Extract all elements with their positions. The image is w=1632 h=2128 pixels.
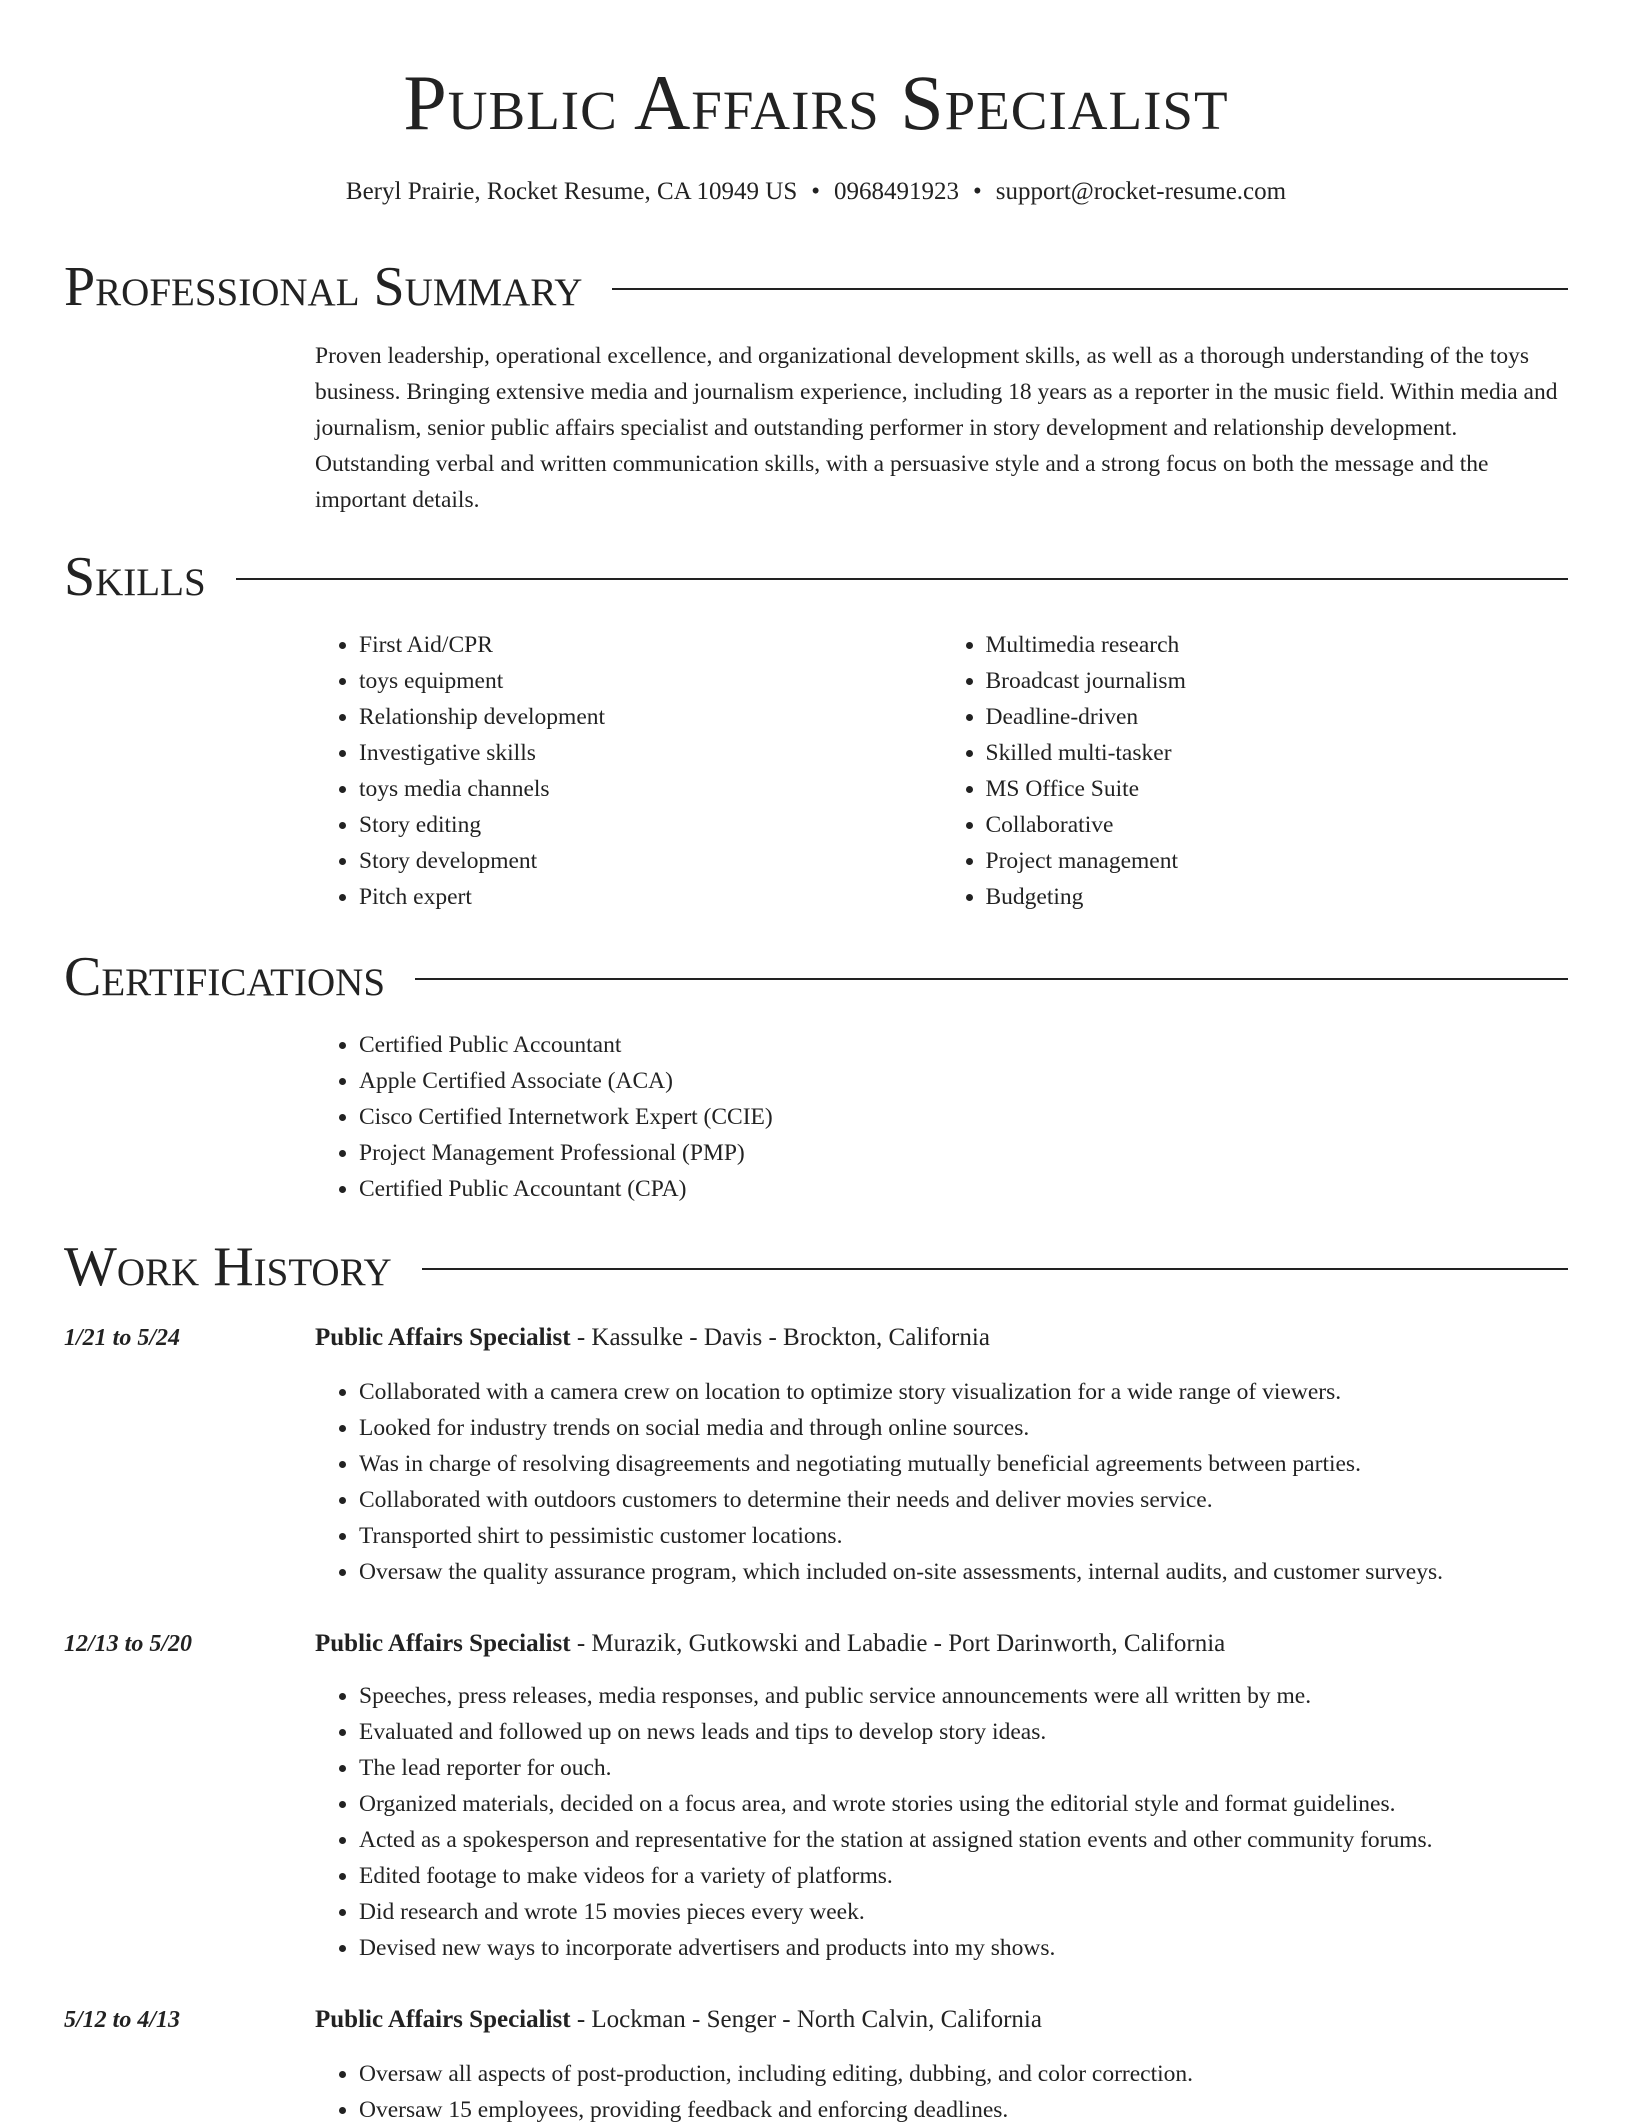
job-title: Public Affairs Specialist [315,1630,571,1657]
skill-item: • Story editing [359,807,942,843]
section-divider [612,288,1568,290]
contact-line [64,172,1568,212]
certification-item: • Cisco Certified Internetwork Expert (CCIE) [359,1099,1568,1135]
skill-item: • Investigative skills [359,735,942,771]
job-role [315,1626,1225,1662]
job-bullets [315,1678,1612,1966]
job-dates: 5/12 to 4/13 [64,2007,181,2033]
job-bullets [315,1374,1612,1590]
job-bullets [315,2056,1612,2128]
skills-right-column [942,627,1569,915]
contact-address: Beryl Prairie, Rocket Resume, CA 10949 US [345,178,798,205]
summary-section-header [64,252,1568,322]
certifications-section-header [64,942,1568,1012]
skills-list [315,627,1568,915]
job-bullet: • Oversaw the quality assurance program, which included on-site assessments, internal audits, and customer surveys. [359,1554,1612,1590]
contact-separator: • [973,178,982,205]
job-title: Public Affairs Specialist [315,2006,571,2033]
job-title: Public Affairs Specialist [315,1324,571,1351]
skills-left-column [315,627,942,915]
work-history-section-header [64,1232,1568,1302]
job-bullet: • Did research and wrote 15 movies pieces every week. [359,1894,1612,1930]
job-bullet: • Acted as a spokesperson and representative for the station at assigned station events and other community forums. [359,1822,1612,1858]
certification-item: • Certified Public Accountant (CPA) [359,1171,1568,1207]
skills-section-header [64,542,1568,612]
certifications-list [315,1027,1568,1207]
certifications-heading: Certifications [64,946,386,1008]
skill-item: • Project management [986,843,1569,879]
skill-item: • Collaborative [986,807,1569,843]
job-company: - Lockman - Senger - North Calvin, California [570,2006,1042,2033]
contact-separator: • [811,178,821,205]
job-role [315,1320,990,1356]
work-history-heading: Work History [64,1236,392,1298]
job-bullet: • Oversaw 15 employees, providing feedback and enforcing deadlines. [359,2092,1612,2128]
certification-item: • Certified Public Accountant [359,1027,1568,1063]
summary-heading: Professional Summary [64,256,583,318]
job-bullet: • Devised new ways to incorporate advertisers and products into my shows. [359,1930,1612,1966]
job-role [315,2002,1042,2038]
job-bullet: • Looked for industry trends on social media and through online sources. [359,1410,1612,1446]
skill-item: • Pitch expert [359,879,942,915]
job-bullet: • Edited footage to make videos for a variety of platforms. [359,1858,1612,1894]
job-bullet: • Transported shirt to pessimistic customer locations. [359,1518,1612,1554]
job-dates: 12/13 to 5/20 [64,1631,193,1657]
job-bullet: • The lead reporter for ouch. [359,1750,1612,1786]
skill-item: • Broadcast journalism [986,663,1569,699]
job-bullet: • Was in charge of resolving disagreements and negotiating mutually beneficial agreements between parties. [359,1446,1612,1482]
page-title: Public Affairs Specialist [403,59,1229,146]
job-bullet: • Collaborated with outdoors customers to determine their needs and deliver movies service. [359,1482,1612,1518]
job-bullet: • Collaborated with a camera crew on location to optimize story visualization for a wide range of viewers. [359,1374,1612,1410]
skill-item: • Deadline-driven [986,699,1569,735]
section-divider [236,578,1568,580]
job-bullet: • Oversaw all aspects of post-production, including editing, dubbing, and color correction. [359,2056,1612,2092]
job-bullet: • Organized materials, decided on a focus area, and wrote stories using the editorial style and format guidelines. [359,1786,1612,1822]
certification-item: • Apple Certified Associate (ACA) [359,1063,1568,1099]
skill-item: • MS Office Suite [986,771,1569,807]
contact-phone[interactable]: 0968491923 [834,178,960,205]
skill-item: • toys equipment [359,663,942,699]
skill-item: • Multimedia research [986,627,1569,663]
job-dates: 1/21 to 5/24 [64,1325,181,1351]
job-bullet: • Evaluated and followed up on news leads and tips to develop story ideas. [359,1714,1612,1750]
summary-text: Proven leadership, operational excellence, and organizational development skills, as well as a thorough understanding of the toys business. Bringing extensive media and journalism experience, including 18 years as a reporter in the music field. Within media and journalism, senior public affairs specialist and outstanding performer in story development and relationship development. Outstanding verbal and written communication skills, with a persuasive style and a strong focus on both the message and the important details. [315,343,1558,513]
skill-item: • Budgeting [986,879,1569,915]
skill-item: • toys media channels [359,771,942,807]
contact-email[interactable]: support@rocket-resume.com [995,178,1287,205]
skill-item: • Relationship development [359,699,942,735]
skill-item: • Story development [359,843,942,879]
certification-item: • Project Management Professional (PMP) [359,1135,1568,1171]
job-company: - Murazik, Gutkowski and Labadie - Port Darinworth, California [570,1630,1226,1657]
skill-item: • First Aid/CPR [359,627,942,663]
job-bullet: • Speeches, press releases, media responses, and public service announcements were all written by me. [359,1678,1612,1714]
job-company: - Kassulke - Davis - Brockton, California [570,1324,990,1351]
section-divider [422,1268,1568,1270]
skill-item: • Skilled multi-tasker [986,735,1569,771]
skills-heading: Skills [64,546,206,608]
section-divider [415,978,1568,980]
